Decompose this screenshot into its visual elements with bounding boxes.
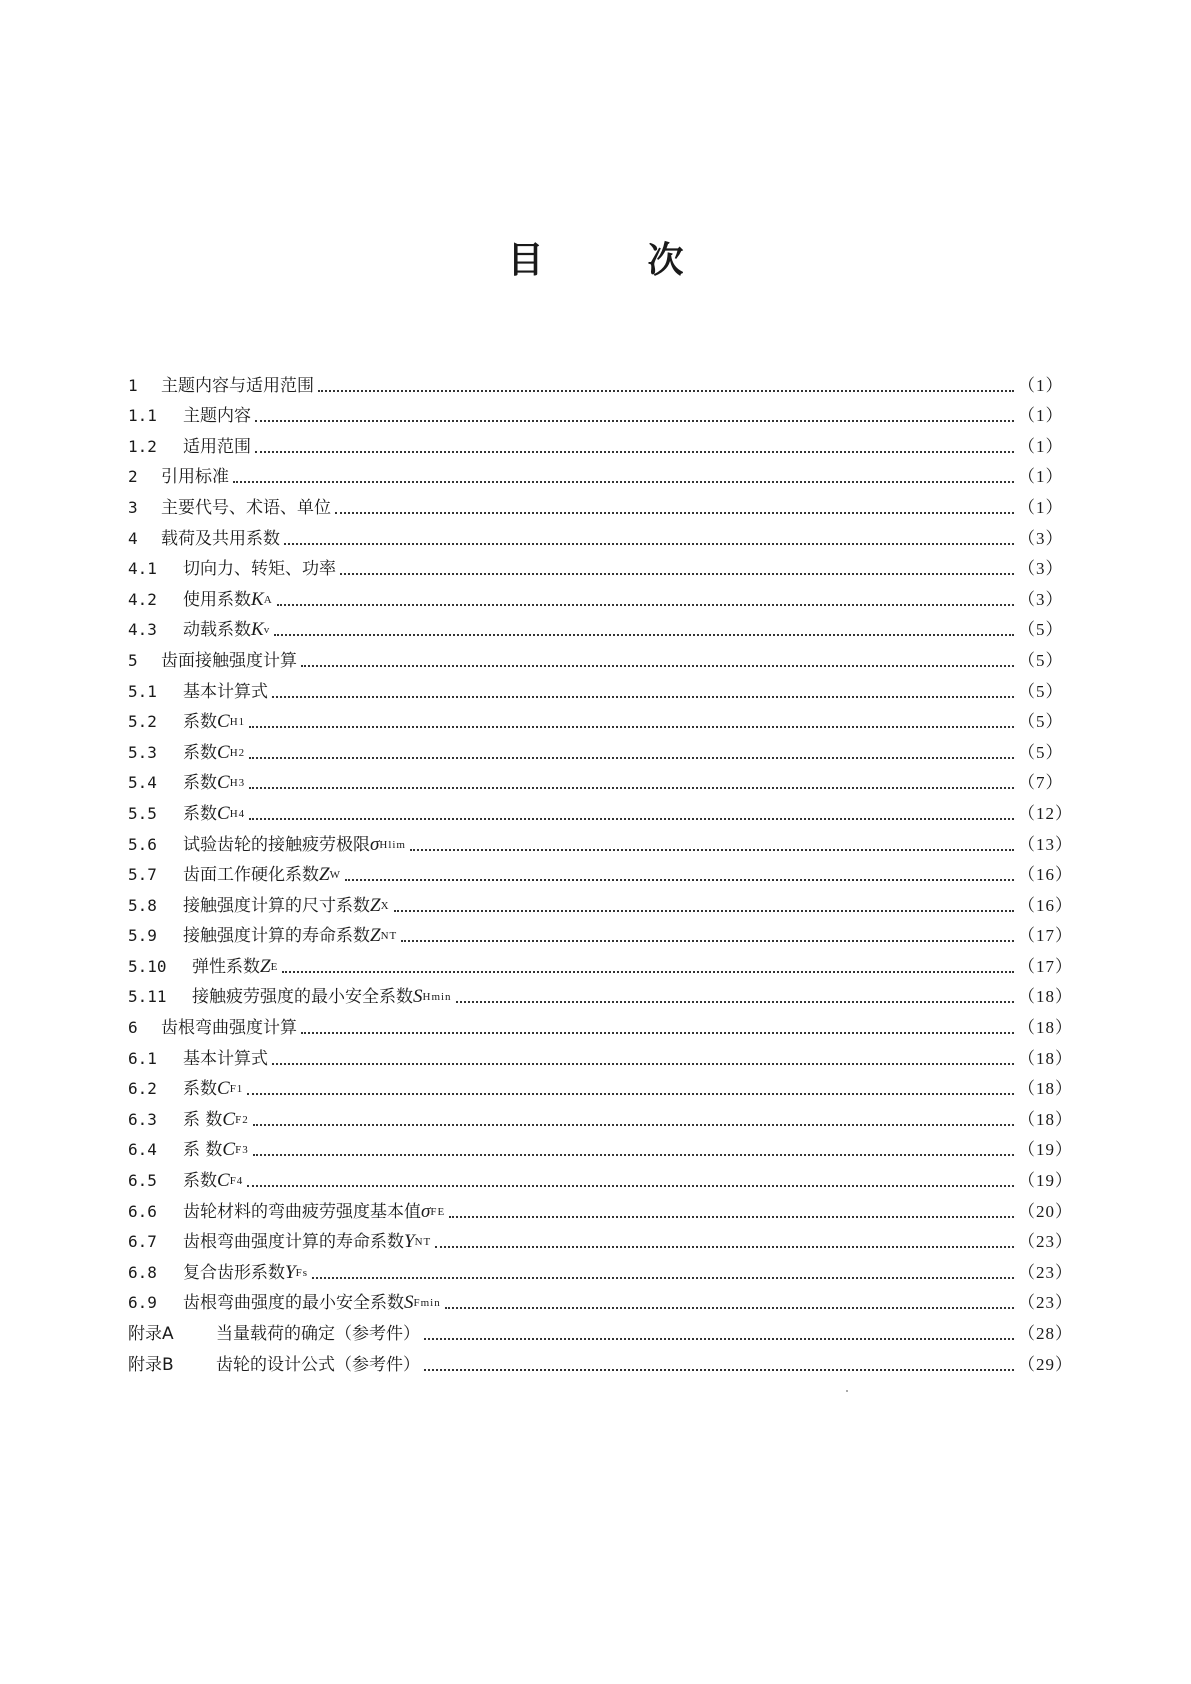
toc-entry[interactable] [128, 1039, 1073, 1070]
toc-entry-symbol: C [222, 1108, 236, 1130]
toc-entry-title: 系数 [183, 742, 217, 763]
toc-entry-number: 附录A [128, 1324, 174, 1344]
toc-entry-page: （5） [1018, 681, 1064, 701]
toc-entry-number: 6.3 [128, 1109, 157, 1129]
toc-entry[interactable] [128, 825, 1073, 856]
toc-entry-number: 5.7 [128, 865, 157, 885]
toc-dot-leader [301, 664, 1014, 667]
toc-entry-symbol: C [217, 711, 230, 733]
toc-dot-leader [247, 1184, 1014, 1187]
toc-entry-subscript: v [263, 624, 271, 637]
toc-entry-symbol: K [251, 588, 264, 610]
toc-entry-title: 齿轮材料的弯曲疲劳强度基本值 [183, 1201, 421, 1222]
toc-dot-leader [249, 756, 1014, 759]
page-title [0, 232, 1191, 283]
toc-entry-number: 6.2 [128, 1079, 157, 1099]
toc-entry-title: 齿面接触强度计算 [161, 650, 297, 671]
toc-entry-symbol: C [217, 802, 230, 824]
toc-entry-page: （17） [1018, 926, 1073, 946]
toc-dot-leader [394, 909, 1014, 912]
toc-dot-leader [449, 1215, 1014, 1218]
toc-entry-page: （5） [1018, 742, 1064, 762]
toc-dot-leader [277, 603, 1014, 606]
toc-entry-number: 4.1 [128, 559, 157, 579]
toc-entry[interactable] [128, 1253, 1073, 1284]
toc-dot-leader [233, 480, 1014, 483]
toc-entry-number: 6.1 [128, 1048, 157, 1068]
toc-entry-page: （19） [1018, 1140, 1073, 1160]
toc-entry-number: 5.1 [128, 681, 157, 701]
toc-entry-symbol: σ [421, 1200, 431, 1222]
toc-entry-title: 复合齿形系数 [183, 1262, 285, 1283]
toc-entry-number: 1.2 [128, 436, 157, 456]
toc-entry-page: （20） [1018, 1201, 1073, 1221]
toc-entry-number: 附录B [128, 1354, 174, 1375]
toc-entry-page: （13） [1018, 834, 1073, 854]
toc-entry-number: 5.5 [128, 803, 157, 823]
toc-entry[interactable] [128, 1192, 1073, 1223]
toc-entry-page: （3） [1018, 589, 1064, 609]
toc-entry-title: 当量载荷的确定（参考件） [216, 1324, 420, 1344]
toc-entry-page: （5） [1018, 650, 1064, 670]
toc-dot-leader [345, 878, 1014, 881]
toc-entry-number: 6.5 [128, 1171, 157, 1191]
toc-entry-subscript: F3 [235, 1144, 249, 1157]
toc-entry-symbol: Z [319, 864, 330, 886]
toc-entry-number: 1.1 [128, 406, 157, 426]
toc-entry-symbol: C [217, 741, 230, 763]
toc-entry[interactable] [128, 1314, 1073, 1345]
toc-dot-leader [424, 1337, 1014, 1340]
toc-entry-symbol: Z [260, 955, 271, 977]
toc-entry-subscript: F2 [235, 1113, 249, 1126]
toc-entry-page: （18） [1018, 987, 1073, 1007]
toc-entry-title: 齿根弯曲强度计算 [161, 1018, 297, 1039]
toc-dot-leader [340, 572, 1014, 575]
toc-entry-symbol: σ [370, 833, 380, 855]
toc-entry-page: （29） [1018, 1354, 1073, 1374]
toc-entry-subscript: F4 [229, 1175, 244, 1188]
toc-entry-subscript: NT [380, 930, 398, 943]
toc-entry-number: 4 [128, 528, 138, 548]
toc-entry[interactable] [128, 1131, 1073, 1162]
toc-entry-subscript: H1 [229, 716, 246, 729]
toc-entry-page: （19） [1018, 1171, 1073, 1191]
toc-entry-symbol: K [251, 619, 264, 641]
toc-entry-title: 接触强度计算的寿命系数 [183, 926, 370, 947]
toc-entry-number: 4.2 [128, 589, 157, 609]
toc-entry-number: 3 [128, 497, 138, 517]
toc-dot-leader [255, 450, 1014, 453]
toc-entry-page: （18） [1018, 1079, 1073, 1099]
toc-entry-title: 系数 [183, 773, 217, 794]
toc-entry-title: 接触强度计算的尺寸系数 [183, 895, 370, 916]
toc-entry-title: 齿根弯曲强度计算的寿命系数 [183, 1232, 404, 1253]
toc-dot-leader [272, 1062, 1014, 1065]
toc-entry-title: 齿轮的设计公式（参考件） [216, 1354, 420, 1375]
toc-dot-leader [253, 1123, 1014, 1126]
toc-entry-title: 系数 [183, 1079, 217, 1100]
toc-entry-subscript: W [329, 869, 341, 882]
toc-entry[interactable] [128, 397, 1064, 428]
toc-entry-page: （18） [1018, 1018, 1073, 1038]
toc-entry-symbol: Z [370, 894, 381, 916]
toc-entry[interactable] [128, 794, 1073, 825]
toc-entry[interactable] [128, 1345, 1073, 1376]
toc-entry-page: （5） [1018, 620, 1064, 640]
toc-dot-leader [312, 1276, 1014, 1279]
toc-entry-number: 1 [128, 375, 138, 395]
toc-entry-title: 系数 [183, 712, 217, 733]
toc-dot-leader [335, 511, 1014, 514]
toc-entry-page: （1） [1018, 436, 1064, 456]
toc-entry-number: 5.6 [128, 834, 157, 854]
toc-entry-number: 6.6 [128, 1201, 157, 1221]
toc-entry-number: 4.3 [128, 620, 157, 640]
toc-entry-symbol: C [217, 1078, 230, 1100]
toc-entry[interactable] [128, 978, 1073, 1009]
title-char: 次 [647, 240, 684, 282]
toc-entry-title: 动载系数 [183, 620, 251, 641]
toc-entry-number: 6 [128, 1018, 138, 1038]
toc-entry-symbol: S [404, 1292, 414, 1314]
toc-dot-leader [272, 695, 1014, 698]
toc-entry-number: 2 [128, 467, 138, 487]
toc-entry-title: 载荷及共用系数 [161, 528, 280, 549]
toc-entry-number: 5.2 [128, 712, 157, 732]
toc-entry-symbol: C [222, 1139, 236, 1161]
toc-entry-symbol: C [217, 1170, 230, 1192]
toc-entry[interactable] [128, 1100, 1073, 1131]
toc-entry-subscript: Fmin [413, 1297, 441, 1310]
toc-entry[interactable] [128, 1161, 1073, 1192]
toc-entry[interactable] [128, 1008, 1073, 1039]
toc-dot-leader [301, 1031, 1014, 1034]
toc-entry[interactable] [128, 641, 1064, 672]
toc-entry-subscript: X [380, 899, 390, 912]
toc-dot-leader [401, 939, 1014, 942]
toc-entry-page: （3） [1018, 559, 1064, 579]
toc-entry-subscript: FE [430, 1205, 446, 1218]
toc-entry[interactable] [128, 458, 1064, 489]
toc-entry[interactable] [128, 856, 1073, 887]
toc-entry-number: 6.7 [128, 1232, 157, 1252]
toc-entry-title: 使用系数 [183, 589, 251, 610]
toc-entry-number: 5.10 [128, 956, 167, 976]
toc-entry-title: 齿根弯曲强度的最小安全系数 [183, 1293, 404, 1314]
scan-speck [846, 1390, 848, 1392]
toc-entry-page: （23） [1018, 1232, 1073, 1252]
toc-dot-leader [435, 1245, 1014, 1248]
toc-entry[interactable] [128, 580, 1064, 611]
toc-dot-leader [445, 1306, 1014, 1309]
toc-entry-page: （7） [1018, 773, 1064, 793]
table-of-contents [128, 366, 1073, 1376]
toc-entry-subscript: A [263, 593, 273, 606]
toc-entry-page: （12） [1018, 803, 1073, 823]
toc-dot-leader [249, 817, 1014, 820]
toc-entry-number: 6.9 [128, 1293, 157, 1313]
toc-entry-number: 5.8 [128, 895, 157, 915]
toc-entry-symbol: Y [285, 1261, 296, 1283]
toc-entry-number: 6.8 [128, 1262, 157, 1282]
toc-entry-title: 主要代号、术语、单位 [161, 497, 331, 518]
toc-entry-title: 接触疲劳强度的最小安全系数 [192, 987, 413, 1008]
toc-entry[interactable] [128, 1070, 1073, 1101]
toc-entry[interactable] [128, 733, 1064, 764]
toc-entry-page: （1） [1018, 406, 1064, 426]
toc-entry[interactable] [128, 886, 1073, 917]
toc-dot-leader [424, 1368, 1014, 1371]
toc-dot-leader [410, 848, 1014, 851]
toc-entry-title: 引用标准 [161, 467, 229, 488]
toc-entry-symbol: Y [404, 1231, 415, 1253]
toc-entry[interactable] [128, 764, 1064, 795]
toc-dot-leader [282, 970, 1014, 973]
toc-entry-page: （18） [1018, 1109, 1073, 1129]
toc-dot-leader [274, 633, 1014, 636]
toc-entry[interactable] [128, 427, 1064, 458]
toc-entry[interactable] [128, 947, 1073, 978]
toc-entry-title: 主题内容与适用范围 [161, 375, 314, 396]
toc-entry-title: 系 数 [183, 1140, 223, 1161]
toc-entry-title: 系 数 [183, 1109, 223, 1130]
toc-entry-page: （28） [1018, 1324, 1073, 1343]
toc-entry-title: 齿面工作硬化系数 [183, 865, 319, 886]
toc-dot-leader [247, 1092, 1014, 1095]
toc-entry-symbol: Z [370, 925, 381, 947]
toc-dot-leader [255, 419, 1014, 422]
toc-dot-leader [456, 1000, 1014, 1003]
toc-entry-page: （1） [1018, 467, 1064, 487]
toc-entry-number: 5.9 [128, 926, 157, 946]
toc-entry-subscript: F1 [229, 1083, 244, 1096]
toc-entry-title: 系数 [183, 1171, 217, 1192]
toc-dot-leader [318, 389, 1014, 392]
toc-entry-title: 试验齿轮的接触疲劳极限 [183, 834, 370, 855]
toc-entry-page: （17） [1018, 956, 1073, 976]
toc-entry-number: 5 [128, 650, 138, 670]
toc-entry-page: （16） [1018, 865, 1073, 885]
toc-entry-title: 系数 [183, 803, 217, 824]
toc-entry-page: （23） [1018, 1262, 1073, 1282]
toc-dot-leader [284, 542, 1014, 545]
toc-entry-title: 适用范围 [183, 436, 251, 457]
toc-entry-subscript: Fs [295, 1266, 308, 1279]
toc-entry[interactable] [128, 1284, 1073, 1315]
toc-entry-title: 弹性系数 [192, 956, 260, 977]
toc-entry[interactable] [128, 611, 1064, 642]
toc-entry[interactable] [128, 550, 1064, 581]
toc-entry-title: 切向力、转矩、功率 [183, 559, 336, 580]
toc-entry[interactable] [128, 703, 1064, 734]
toc-entry-subscript: H2 [229, 746, 246, 759]
toc-entry-page: （18） [1018, 1048, 1073, 1068]
toc-entry-subscript: Hlim [379, 838, 406, 851]
toc-dot-leader [249, 786, 1014, 789]
toc-entry-subscript: H4 [229, 807, 246, 820]
toc-entry[interactable] [128, 1223, 1073, 1254]
toc-entry-subscript: Hmin [422, 991, 452, 1004]
toc-entry-page: （23） [1018, 1293, 1073, 1313]
toc-dot-leader [253, 1153, 1014, 1156]
toc-entry[interactable] [128, 488, 1064, 519]
toc-entry-title: 基本计算式 [183, 1048, 268, 1069]
toc-entry-page: （3） [1018, 528, 1064, 548]
toc-entry-symbol: S [413, 986, 423, 1008]
toc-entry-subscript: E [270, 960, 279, 973]
toc-entry[interactable] [128, 672, 1064, 703]
toc-entry-number: 5.4 [128, 773, 157, 793]
toc-dot-leader [249, 725, 1014, 728]
toc-entry-symbol: C [217, 772, 230, 794]
toc-entry-page: （1） [1018, 497, 1064, 517]
title-char: 目 [507, 240, 544, 282]
toc-entry[interactable] [128, 917, 1073, 948]
toc-entry-page: （1） [1018, 375, 1064, 395]
toc-entry-page: （16） [1018, 895, 1073, 915]
toc-entry-subscript: H3 [229, 777, 246, 790]
toc-entry-title: 主题内容 [183, 406, 251, 427]
toc-entry-number: 6.4 [128, 1140, 157, 1160]
toc-entry-subscript: NT [414, 1236, 432, 1249]
toc-entry[interactable] [128, 519, 1064, 550]
toc-entry-title: 基本计算式 [183, 681, 268, 702]
toc-entry[interactable] [128, 366, 1064, 397]
toc-entry-number: 5.3 [128, 742, 157, 762]
toc-entry-number: 5.11 [128, 987, 167, 1007]
toc-entry-page: （5） [1018, 712, 1064, 732]
